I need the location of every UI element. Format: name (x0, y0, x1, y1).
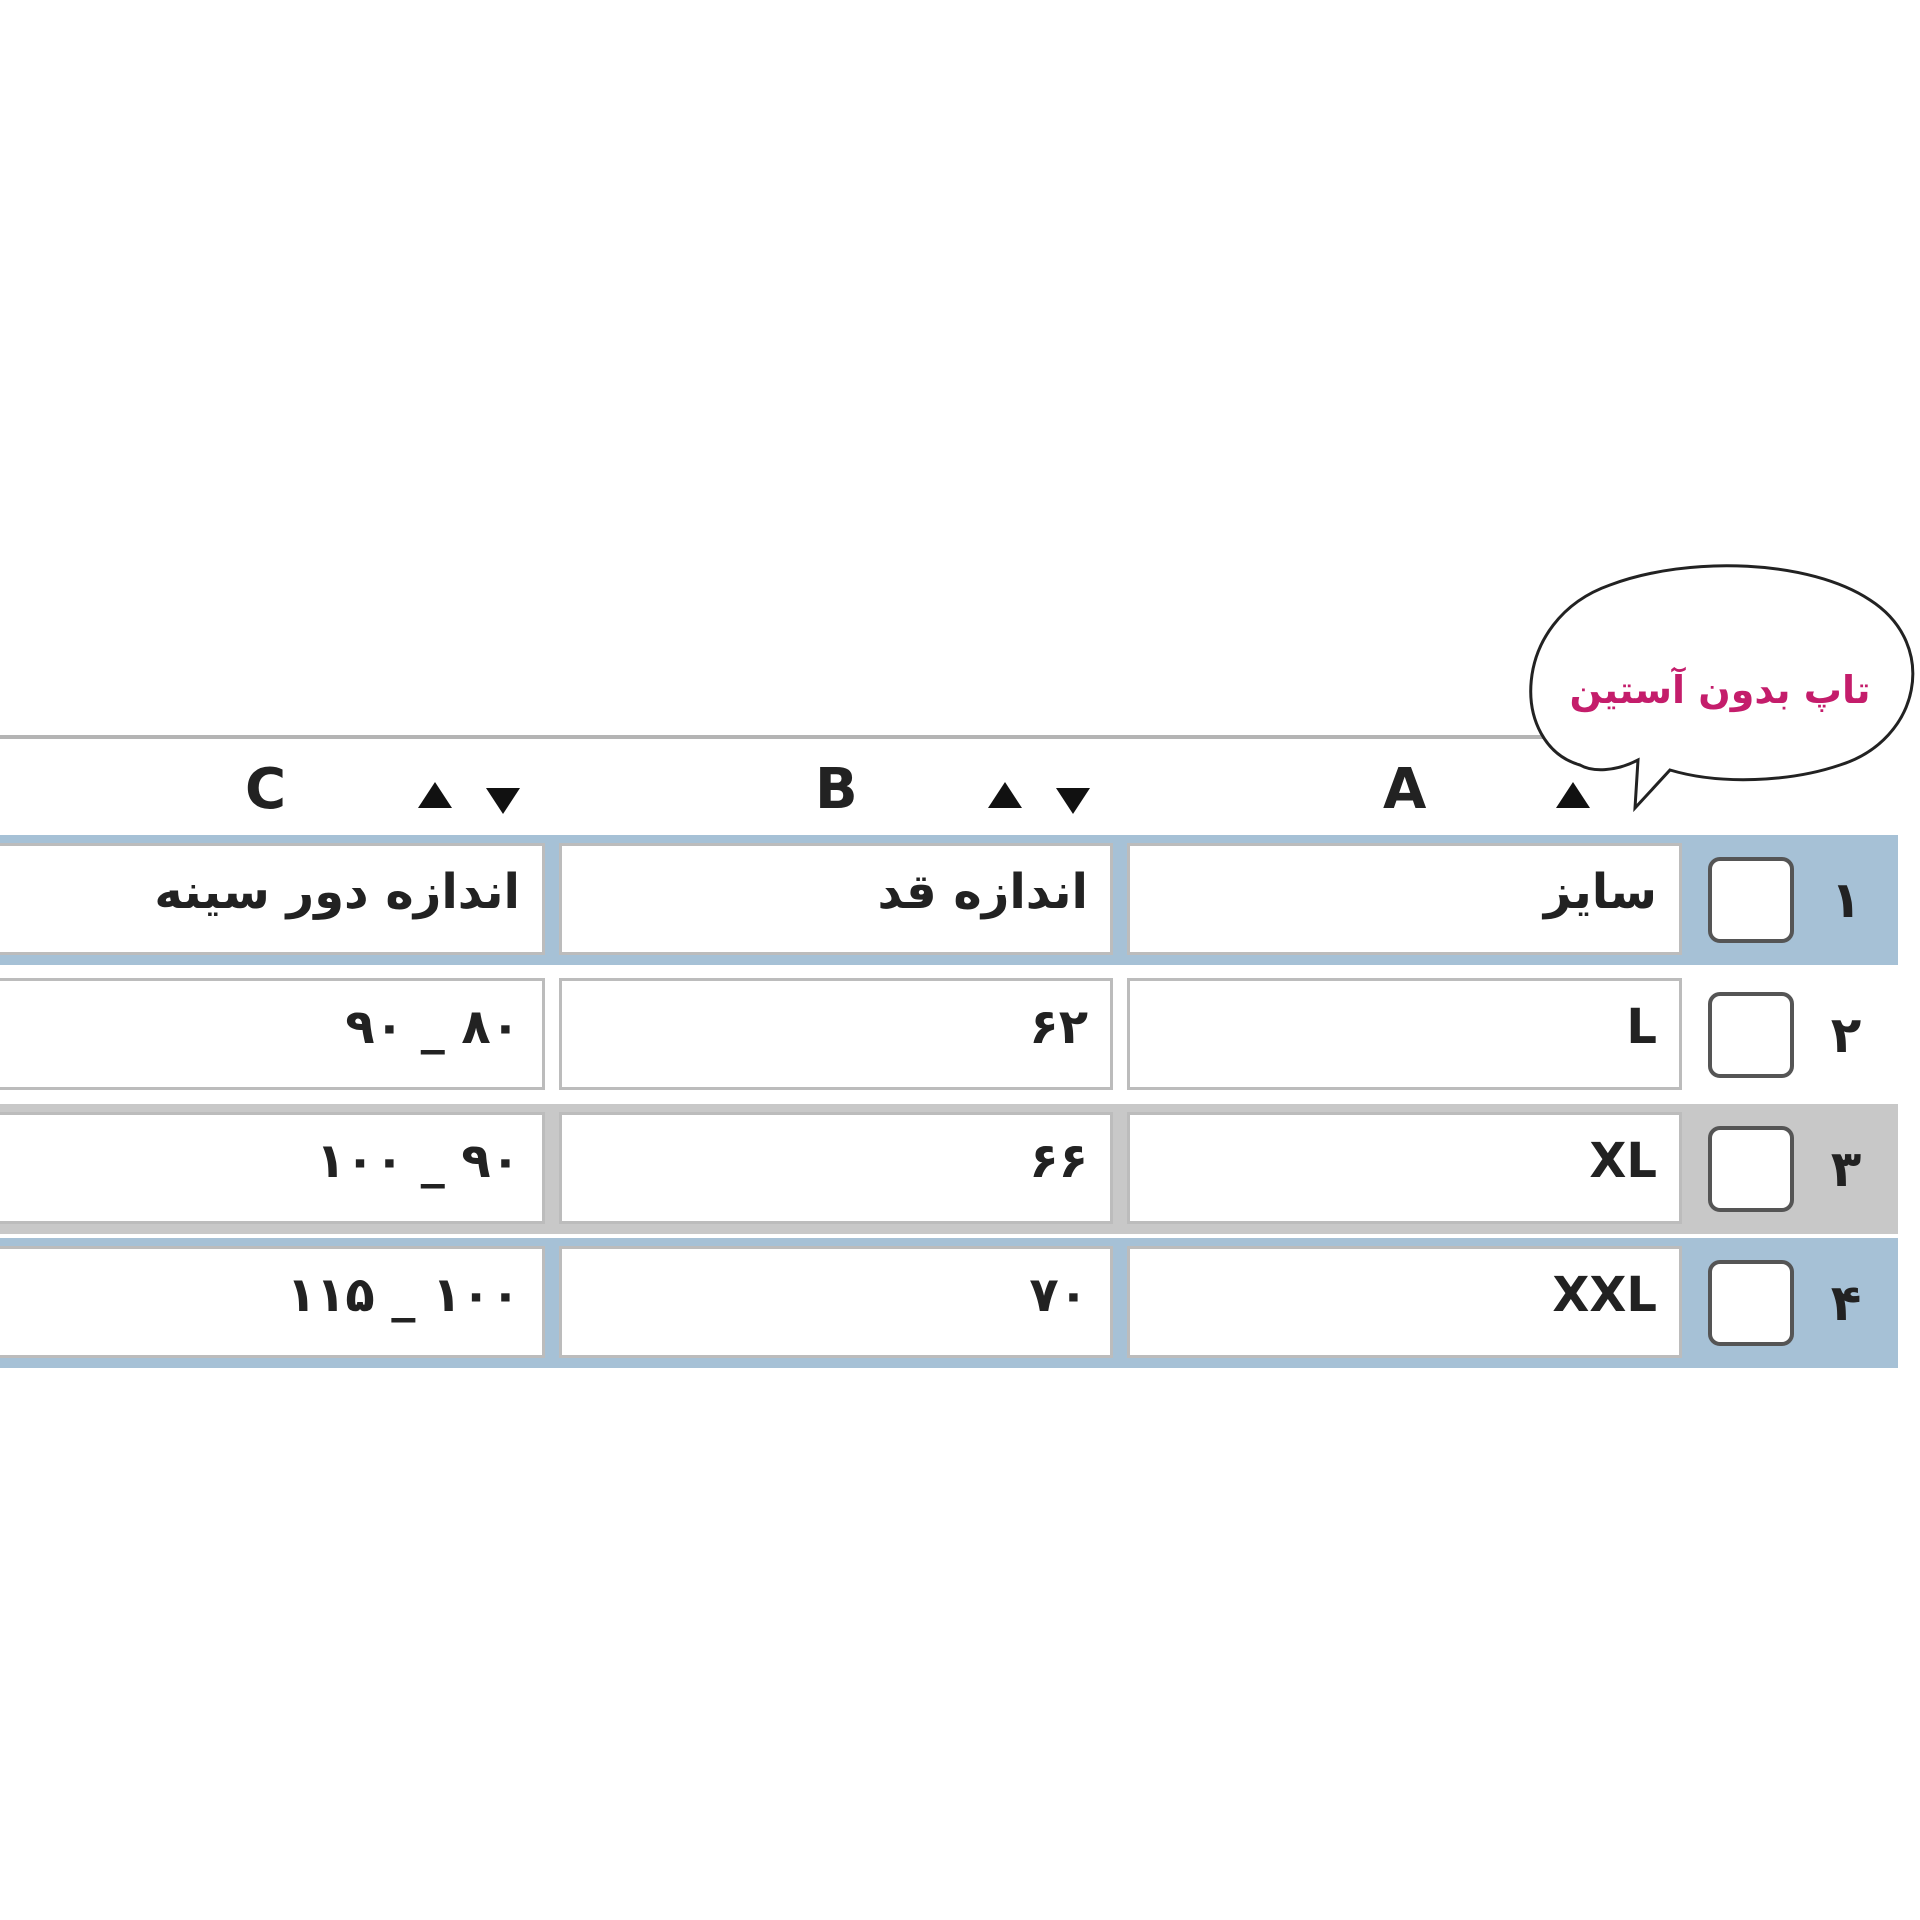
cell-c[interactable]: ۹۰ _ ۱۰۰ (0, 1112, 545, 1224)
table-row (0, 1104, 1898, 1234)
row-select-checkbox[interactable] (1708, 992, 1794, 1078)
cell-a[interactable]: XXL (1127, 1246, 1682, 1358)
arrow-up-icon[interactable] (988, 782, 1022, 808)
cell-a[interactable]: L (1127, 978, 1682, 1090)
column-header-a[interactable]: A (1383, 757, 1427, 822)
table-row (0, 970, 1898, 1100)
arrow-up-icon[interactable] (418, 782, 452, 808)
speech-bubble-text: تاپ بدون آستین (1569, 668, 1871, 712)
cell-c[interactable]: اندازه دور سینه (0, 843, 545, 955)
arrow-down-icon[interactable] (486, 788, 520, 814)
table-row (0, 835, 1898, 965)
cell-a[interactable]: XL (1127, 1112, 1682, 1224)
column-b-sort-controls (988, 778, 1090, 818)
cell-b[interactable]: ۶۶ (559, 1112, 1113, 1224)
column-header-bar (0, 735, 1550, 839)
column-header-b[interactable]: B (815, 757, 858, 822)
cell-c[interactable]: ۱۰۰ _ ۱۱۵ (0, 1246, 545, 1358)
row-number: ۳ (1830, 1140, 1862, 1198)
row-select-checkbox[interactable] (1708, 1126, 1794, 1212)
cell-c[interactable]: ۸۰ _ ۹۰ (0, 978, 545, 1090)
row-number: ۱ (1830, 871, 1862, 929)
row-number: ۲ (1830, 1006, 1862, 1064)
cell-b[interactable]: ۶۲ (559, 978, 1113, 1090)
cell-b[interactable]: ۷۰ (559, 1246, 1113, 1358)
arrow-down-icon[interactable] (1056, 788, 1090, 814)
row-select-checkbox[interactable] (1708, 1260, 1794, 1346)
column-c-sort-controls (418, 778, 520, 818)
column-header-c[interactable]: C (245, 757, 287, 822)
cell-b[interactable]: اندازه قد (559, 843, 1113, 955)
row-select-checkbox[interactable] (1708, 857, 1794, 943)
cell-a[interactable]: سایز (1127, 843, 1682, 955)
row-number: ۴ (1830, 1274, 1862, 1332)
table-row (0, 1238, 1898, 1368)
